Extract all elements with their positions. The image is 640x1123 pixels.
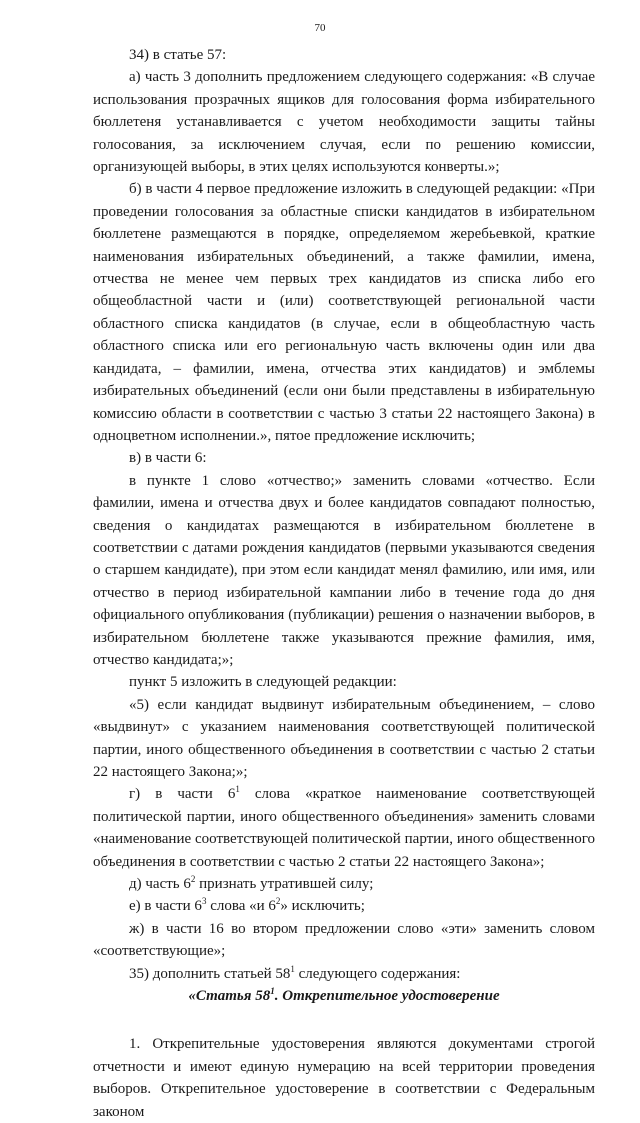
paragraph-item-zh: ж) в части 16 во втором предложении слово «эти» заменить словом «соответствующие»;	[93, 920, 595, 960]
paragraph-point-5-text: «5) если кандидат выдвинут избирательным объединением, – слово «выдвинут» с указанием наименования соответствующей политической партии, иного общественного объединения в соответствии с частью 2 статьи 22 настоящего Закона;»;	[93, 696, 595, 780]
paragraph-item-34: 34) в статье 57:	[129, 47, 227, 63]
article-heading-rest: . Открепительное удостоверение	[274, 988, 500, 1005]
superscript: 2	[275, 896, 281, 907]
paragraph-item-g-start: г) в части 6	[129, 786, 236, 803]
paragraph-item-d-start: д) часть 6	[129, 876, 191, 893]
superscript: 1	[290, 963, 295, 974]
paragraph-item-a: а) часть 3 дополнить предложением следующего содержания: «В случае использования прозрачных ящиков для голосования форма избирательного бюллетеня устанавливается с учетом необходимости защиты тайны голосования, за исключением случая, если по решению комиссии, организующей выборы, в этих целях используются конверты.»;	[93, 69, 595, 176]
paragraph-item-d	[93, 873, 595, 895]
paragraph-point-5: пункт 5 изложить в следующей редакции:	[129, 674, 397, 691]
article-paragraph-1: 1. Открепительные удостоверения являются документами строгой отчетности и имеют единую нумерацию на всей территории проведения выборов. Открепительное удостоверение в соответствии с Федеральным законом	[93, 1036, 595, 1120]
paragraph-item-e-mid: слова «и 6	[206, 898, 276, 915]
paragraph-item-35-start: 35) дополнить статьей 58	[129, 965, 291, 982]
superscript: 1	[235, 784, 240, 795]
paragraph-item-g-rest: слова «краткое наименование соответствующей политической партии, иного общественного объединения» заменить словами «наименование соответствующей политической партии, иного общественного объединения в соответствии с частью 2 статьи 22 настоящего Закона»;	[93, 786, 595, 870]
paragraph-item-b: б) в части 4 первое предложение изложить в следующей редакции: «При проведении голосования за областные списки кандидатов в избирательном бюллетене размещаются в порядке, определяемом жеребьевкой, краткие наименования избирательных объединений, а также фамилии, имена, отчества не менее чем первых трех кандидатов из списка либо его общеобластной части и (или) соответствующей региональной части областного списка кандидатов (в случае, если в общеобластную часть областного списка или его региональную часть включены один или два кандидата, – фамилии, имена, отчества этих кандидатов) и эмблемы избирательных объединений (если они были представлены в избирательную комиссию области в соответствии с частью 3 статьи 22 настоящего Закона) в одноцветном исполнении.», пятое предложение исключить;	[93, 181, 595, 444]
paragraph-item-e-start: е) в части 6	[129, 898, 202, 915]
superscript: 3	[201, 896, 207, 907]
paragraph-item-e-end: » исключить;	[280, 898, 365, 915]
superscript: 2	[190, 874, 196, 885]
paragraph-item-v: в) в части 6:	[129, 450, 207, 467]
paragraph-item-d-rest: признать утратившей силу;	[195, 876, 374, 893]
superscript: 1	[270, 986, 275, 997]
paragraph-item-g	[93, 783, 595, 873]
article-heading	[93, 985, 595, 1007]
document-body	[93, 44, 595, 1123]
paragraph-item-35	[93, 963, 595, 985]
paragraph-item-35-rest: следующего содержания:	[294, 965, 461, 982]
paragraph-point-1: в пункте 1 слово «отчество;» заменить словами «отчество. Если фамилии, имена и отчества двух и более кандидатов совпадают полностью, сведения о кандидатах размещаются в избирательном бюллетене в соответствии с датами рождения кандидатов (первыми указываются сведения о старшем кандидате), при этом если кандидат менял фамилию, или имя, или отчество в период избирательной кампании либо в течение года до дня официального опубликования (публикации) решения о назначении выборов, в избирательном бюллетене также указываются прежние фамилия, имя, отчество кандидата;»;	[93, 472, 595, 668]
page-number: 70	[314, 22, 326, 34]
article-heading-start: «Статья 58	[188, 988, 271, 1005]
paragraph-item-e	[93, 895, 595, 917]
